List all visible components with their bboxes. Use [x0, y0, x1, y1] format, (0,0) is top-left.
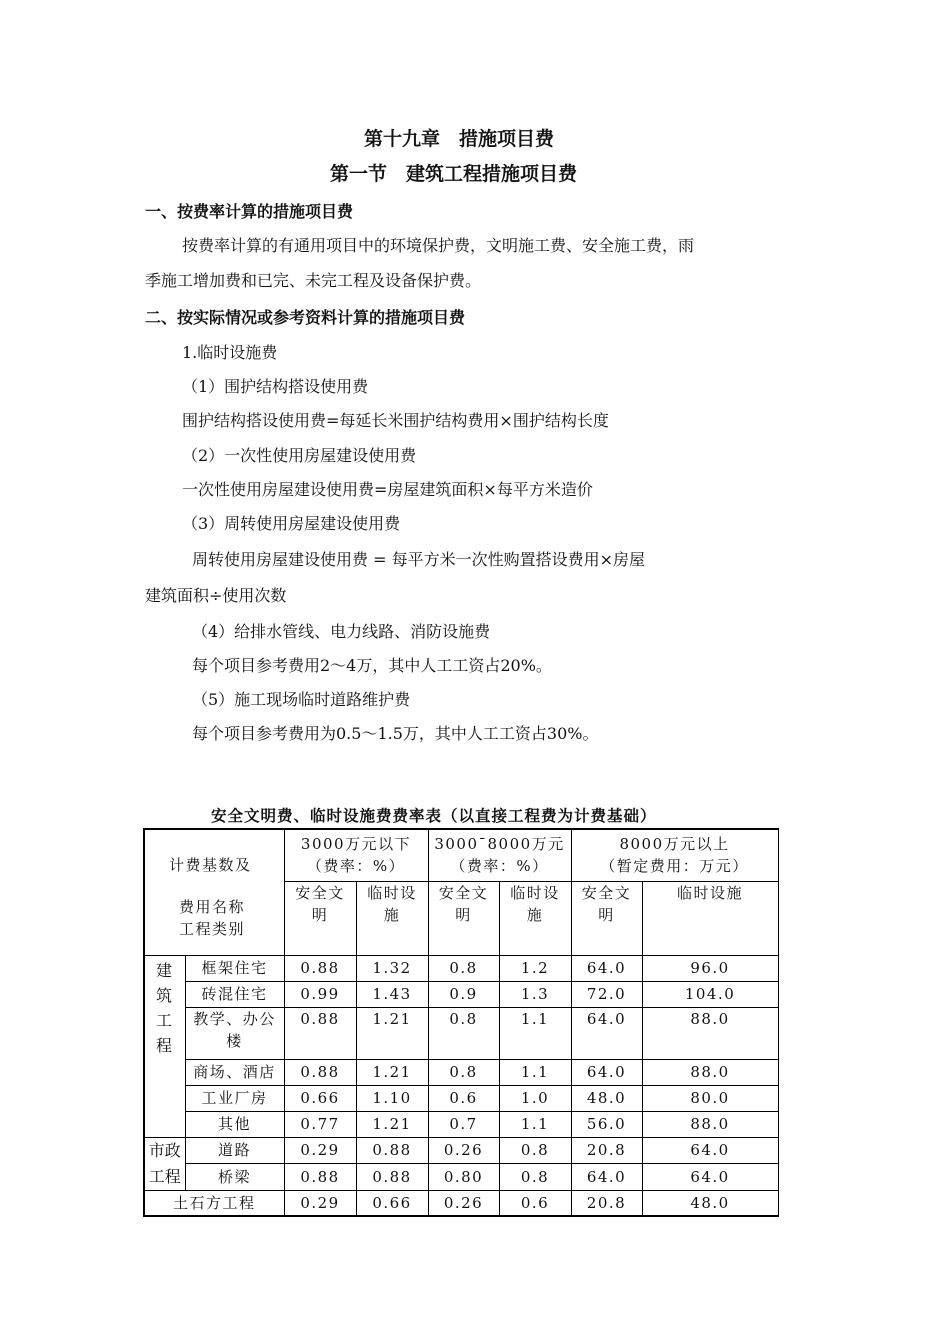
cell-value: 1.1: [499, 1059, 571, 1085]
cell-value: 0.7: [428, 1111, 499, 1137]
item1-title: 1.临时设施费: [182, 343, 278, 362]
cell-value: 88.0: [642, 1059, 778, 1085]
group2-line2: （费率：%）: [450, 857, 549, 876]
cell-value: 56.0: [571, 1111, 642, 1137]
cell-value: 0.88: [284, 1007, 356, 1059]
row-name: 砖混住宅: [185, 981, 284, 1007]
g2-safety-header: [428, 881, 499, 955]
row-name: 其他: [185, 1111, 284, 1137]
cell-value: 64.0: [642, 1137, 778, 1164]
g1-safety-header: [284, 881, 356, 955]
cell-value: 64.0: [571, 955, 642, 981]
table-row: [144, 1190, 778, 1216]
cell-value: 0.8: [428, 1059, 499, 1085]
cell-value: 0.88: [356, 1164, 428, 1191]
row-name: 桥梁: [185, 1164, 284, 1191]
row-name: 道路: [185, 1137, 284, 1164]
g2-safety-line2: 明: [455, 905, 472, 924]
sub3-formula-line2: 建筑面积÷使用次数: [145, 586, 287, 605]
cell-value: 1.21: [356, 1059, 428, 1085]
cell-value: 0.99: [284, 981, 356, 1007]
category-municipal-line1: 市政: [148, 1140, 181, 1160]
group2-header: [428, 829, 571, 881]
header-row-1: [144, 829, 778, 881]
cell-value: 20.8: [571, 1137, 642, 1164]
cell-value: 0.8: [428, 955, 499, 981]
table-row: [144, 1059, 778, 1085]
cell-value: 0.80: [428, 1164, 499, 1191]
g3-safety-line2: 明: [598, 905, 615, 924]
cell-value: 0.66: [356, 1190, 428, 1216]
table-row: [144, 981, 778, 1007]
cell-value: 72.0: [571, 981, 642, 1007]
table-row: [144, 1111, 778, 1137]
cell-value: 1.21: [356, 1007, 428, 1059]
sub2-title: （2）一次性使用房屋建设使用费: [182, 446, 417, 465]
cell-value: 0.77: [284, 1111, 356, 1137]
part2-heading: 二、按实际情况或参考资料计算的措施项目费: [145, 308, 466, 327]
sub3-formula-line1: 周转使用房屋建设使用费 = 每平方米一次性购置搭设费用×房屋: [192, 550, 645, 569]
cell-value: 64.0: [571, 1007, 642, 1059]
sub5-title: （5）施工现场临时道路维护费: [192, 690, 411, 709]
chapter-title: 第十九章 措施项目费: [364, 128, 555, 150]
cell-value: 0.26: [428, 1137, 499, 1164]
group1-line1: 3000万元以下: [300, 835, 412, 854]
sub4-text: 每个项目参考费用2～4万，其中人工工资占20%。: [192, 656, 552, 675]
part1-paragraph-line2: 季施工增加费和已完、未完工程及设备保护费。: [145, 271, 482, 290]
row-name: 框架住宅: [185, 955, 284, 981]
rate-table: [143, 828, 779, 1217]
cell-value: 1.32: [356, 955, 428, 981]
table-row: [144, 955, 778, 981]
group3-header: [571, 829, 778, 881]
group3-line2: （暂定费用：万元）: [600, 857, 749, 876]
g3-temp-header: [642, 881, 778, 955]
cell-value: 64.0: [571, 1164, 642, 1191]
cell-value: 0.26: [428, 1190, 499, 1216]
category-building: [144, 955, 185, 1137]
sub4-title: （4）给排水管线、电力线路、消防设施费: [192, 622, 491, 641]
g1-temp-line1: 临时设: [367, 883, 417, 902]
cell-value: 0.8: [499, 1164, 571, 1191]
table-row: [144, 1007, 778, 1059]
corner-line1: 计费基数及: [169, 856, 252, 874]
g1-safety-line1: 安全文: [295, 883, 345, 902]
g2-temp-header: [499, 881, 571, 955]
sub1-formula: 围护结构搭设使用费=每延长米围护结构费用×围护结构长度: [182, 411, 609, 430]
cell-value: 1.2: [499, 955, 571, 981]
category-municipal-line2: 工程: [148, 1166, 181, 1186]
cell-value: 48.0: [642, 1190, 778, 1216]
cell-value: 0.8: [428, 1007, 499, 1059]
cell-value: 0.6: [499, 1190, 571, 1216]
row-name: 工业厂房: [185, 1085, 284, 1111]
table-row: [144, 1085, 778, 1111]
sub1-title: （1）围护结构搭设使用费: [182, 377, 369, 396]
sub5-text: 每个项目参考费用为0.5～1.5万，其中人工工资占30%。: [192, 724, 599, 743]
cell-value: 48.0: [571, 1085, 642, 1111]
cell-value: 0.88: [356, 1137, 428, 1164]
g1-safety-line2: 明: [311, 905, 329, 924]
cell-value: 1.21: [356, 1111, 428, 1137]
g2-safety-line1: 安全文: [438, 883, 489, 902]
part1-paragraph-line1: 按费率计算的有通用项目中的环境保护费，文明施工费、安全施工费，雨: [182, 236, 695, 255]
cell-value: 0.88: [284, 1164, 356, 1191]
category-building-text: 建筑工程: [155, 960, 174, 1055]
corner-line2: 费用名称: [179, 898, 246, 916]
sub2-formula: 一次性使用房屋建设使用费=房屋建筑面积×每平方米造价: [182, 480, 593, 499]
cell-value: 96.0: [642, 955, 778, 981]
g3-safety-line1: 安全文: [581, 883, 632, 902]
g3-temp-line1: 临时设施: [677, 883, 744, 902]
corner-header-cell: [144, 829, 284, 955]
cell-value: 104.0: [642, 981, 778, 1007]
cell-value: 1.10: [356, 1085, 428, 1111]
corner-line3: 工程类别: [179, 920, 246, 938]
category-municipal: [144, 1137, 185, 1190]
table-caption: 安全文明费、临时设施费费率表（以直接工程费为计费基础）: [211, 807, 657, 825]
row-name-line2: 楼: [226, 1031, 243, 1050]
row-name-line1: 教学、办公: [193, 1009, 276, 1028]
cell-value: 64.0: [571, 1059, 642, 1085]
row-name: [185, 1007, 284, 1059]
cell-value: 0.29: [284, 1137, 356, 1164]
cell-value: 0.66: [284, 1085, 356, 1111]
cell-value: 0.6: [428, 1085, 499, 1111]
section-title: 第一节 建筑工程措施项目费: [330, 163, 578, 185]
cell-value: 1.1: [499, 1007, 571, 1059]
table-row: [144, 1164, 778, 1191]
cell-value: 20.8: [571, 1190, 642, 1216]
table-row: [144, 1137, 778, 1164]
cell-value: 0.8: [499, 1137, 571, 1164]
group2-line1: 3000¯8000万元: [434, 835, 565, 854]
cell-value: 0.9: [428, 981, 499, 1007]
cell-value: 88.0: [642, 1007, 778, 1059]
group3-line1: 8000万元以上: [619, 835, 730, 854]
cell-value: 0.88: [284, 1059, 356, 1085]
group1-line2: （费率：%）: [306, 857, 406, 876]
g1-temp-header: [356, 881, 428, 955]
group1-header: [284, 829, 428, 881]
row-name: 土石方工程: [144, 1190, 284, 1216]
cell-value: 80.0: [642, 1085, 778, 1111]
sub3-title: （3）周转使用房屋建设使用费: [182, 514, 401, 533]
cell-value: 1.0: [499, 1085, 571, 1111]
cell-value: 0.29: [284, 1190, 356, 1216]
cell-value: 64.0: [642, 1164, 778, 1191]
g3-safety-header: [571, 881, 642, 955]
g2-temp-line2: 施: [526, 905, 544, 924]
g2-temp-line1: 临时设: [510, 883, 560, 902]
row-name: 商场、酒店: [185, 1059, 284, 1085]
g1-temp-line2: 施: [383, 905, 401, 924]
cell-value: 0.88: [284, 955, 356, 981]
cell-value: 1.3: [499, 981, 571, 1007]
cell-value: 1.1: [499, 1111, 571, 1137]
cell-value: 88.0: [642, 1111, 778, 1137]
part1-heading: 一、按费率计算的措施项目费: [145, 202, 354, 221]
cell-value: 1.43: [356, 981, 428, 1007]
